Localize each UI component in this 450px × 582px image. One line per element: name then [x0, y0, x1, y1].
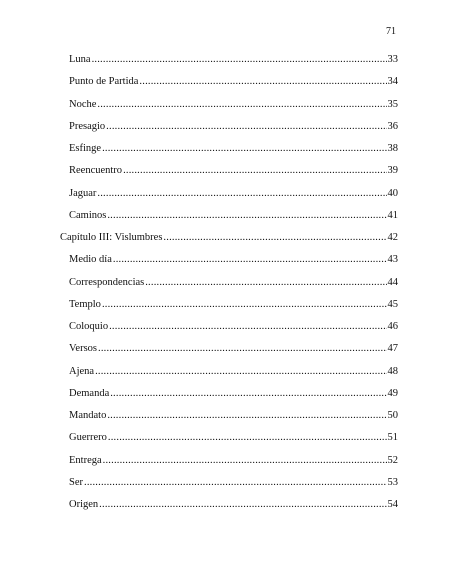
- toc-entry-page: 36: [387, 120, 398, 132]
- toc-entry: [69, 365, 398, 379]
- toc-dot-leader: [103, 454, 387, 468]
- toc-entry-title: Caminos: [69, 209, 107, 221]
- toc-entry-title: Punto de Partida: [69, 76, 139, 88]
- toc-entry-title: Correspondencias: [69, 276, 145, 288]
- toc-entry-page: 35: [387, 98, 398, 110]
- toc-dot-leader: [92, 53, 387, 67]
- toc-entry-page: 52: [387, 454, 398, 466]
- toc-entry-title: Presagio: [69, 120, 106, 132]
- toc-dot-leader: [99, 498, 386, 512]
- toc-entry-page: 50: [387, 410, 398, 421]
- toc-entry: [69, 164, 398, 178]
- toc-dot-leader: [139, 75, 386, 89]
- toc-entry: [69, 409, 398, 423]
- toc-entry-page: 53: [387, 476, 398, 488]
- toc-entry: [69, 209, 398, 223]
- toc-entry-page: 41: [387, 209, 398, 221]
- toc-dot-leader: [97, 187, 386, 201]
- toc-entry-page: 42: [387, 232, 398, 243]
- toc-entry-title: Esfinge: [69, 143, 102, 154]
- toc-dot-leader: [108, 431, 387, 445]
- toc-entry: [69, 276, 398, 290]
- toc-dot-leader: [102, 142, 386, 156]
- toc-entry-page: 48: [387, 365, 398, 377]
- toc-entry: [69, 142, 398, 156]
- toc-entry-page: 47: [387, 343, 398, 355]
- toc-entry: [69, 342, 398, 356]
- toc-entry-title: Origen: [69, 499, 99, 510]
- toc-entry: [69, 187, 398, 201]
- toc-entry-page: 34: [387, 76, 398, 88]
- toc-dot-leader: [106, 120, 386, 134]
- toc-dot-leader: [110, 387, 386, 401]
- toc-entry: [69, 431, 398, 445]
- toc-entry-title: Ajena: [69, 365, 95, 377]
- toc-entry-title: Demanda: [69, 387, 110, 399]
- toc-entry-title: Entrega: [69, 454, 102, 466]
- toc-dot-leader: [107, 409, 386, 423]
- toc-dot-leader: [113, 253, 387, 267]
- toc-entry: [69, 476, 398, 490]
- toc-entry-title: Coloquio: [69, 321, 109, 332]
- toc-dot-leader: [163, 231, 386, 245]
- toc-entry-title: Templo: [69, 298, 101, 310]
- toc-entry: [69, 454, 398, 468]
- toc-dot-leader: [97, 98, 386, 112]
- toc-entry: [69, 298, 398, 312]
- toc-entry-page: 38: [387, 143, 398, 154]
- toc-entry-title: Jaguar: [69, 187, 97, 199]
- toc-entry-title: Noche: [69, 98, 97, 110]
- toc-dot-leader: [84, 476, 387, 490]
- toc-dot-leader: [107, 209, 386, 223]
- toc-entry: [69, 387, 398, 401]
- toc-dot-leader: [145, 276, 386, 290]
- toc-entry: [69, 320, 398, 334]
- toc-entry-page: 43: [387, 254, 398, 266]
- toc-entry-title: Luna: [69, 54, 91, 65]
- toc-entry-page: 40: [387, 187, 398, 199]
- toc-entry-page: 44: [387, 276, 398, 288]
- toc-entry-page: 46: [387, 321, 398, 332]
- toc-dot-leader: [102, 298, 387, 312]
- toc-entry-title: Reencuentro: [69, 165, 123, 177]
- toc-entry-title: Capítulo III: Vislumbres: [60, 232, 163, 243]
- toc-entry-page: 54: [387, 499, 398, 510]
- toc-dot-leader: [95, 365, 386, 379]
- toc-entry: [69, 120, 398, 134]
- toc-dot-leader: [98, 342, 387, 356]
- toc-entry-title: Medio día: [69, 254, 112, 266]
- toc-entry-title: Mandato: [69, 410, 107, 421]
- toc-entry-page: 33: [387, 54, 398, 65]
- toc-entry: [69, 253, 398, 267]
- toc-entry: [69, 498, 398, 512]
- toc-dot-leader: [123, 164, 386, 178]
- toc-entry: [69, 75, 398, 89]
- toc-entry-title: Ser: [69, 476, 83, 488]
- toc-entry-page: 51: [387, 432, 398, 444]
- toc-entry-page: 39: [387, 165, 398, 177]
- toc-entry: [69, 98, 398, 112]
- toc-dot-leader: [109, 320, 386, 334]
- toc-entry-title: Versos: [69, 343, 97, 355]
- toc-entry: [69, 53, 398, 67]
- toc-chapter-entry: [60, 231, 398, 245]
- toc-entry-page: 45: [387, 298, 398, 310]
- toc-entry-title: Guerrero: [69, 432, 107, 444]
- toc-entry-page: 49: [387, 387, 398, 399]
- page-number: 71: [386, 26, 396, 37]
